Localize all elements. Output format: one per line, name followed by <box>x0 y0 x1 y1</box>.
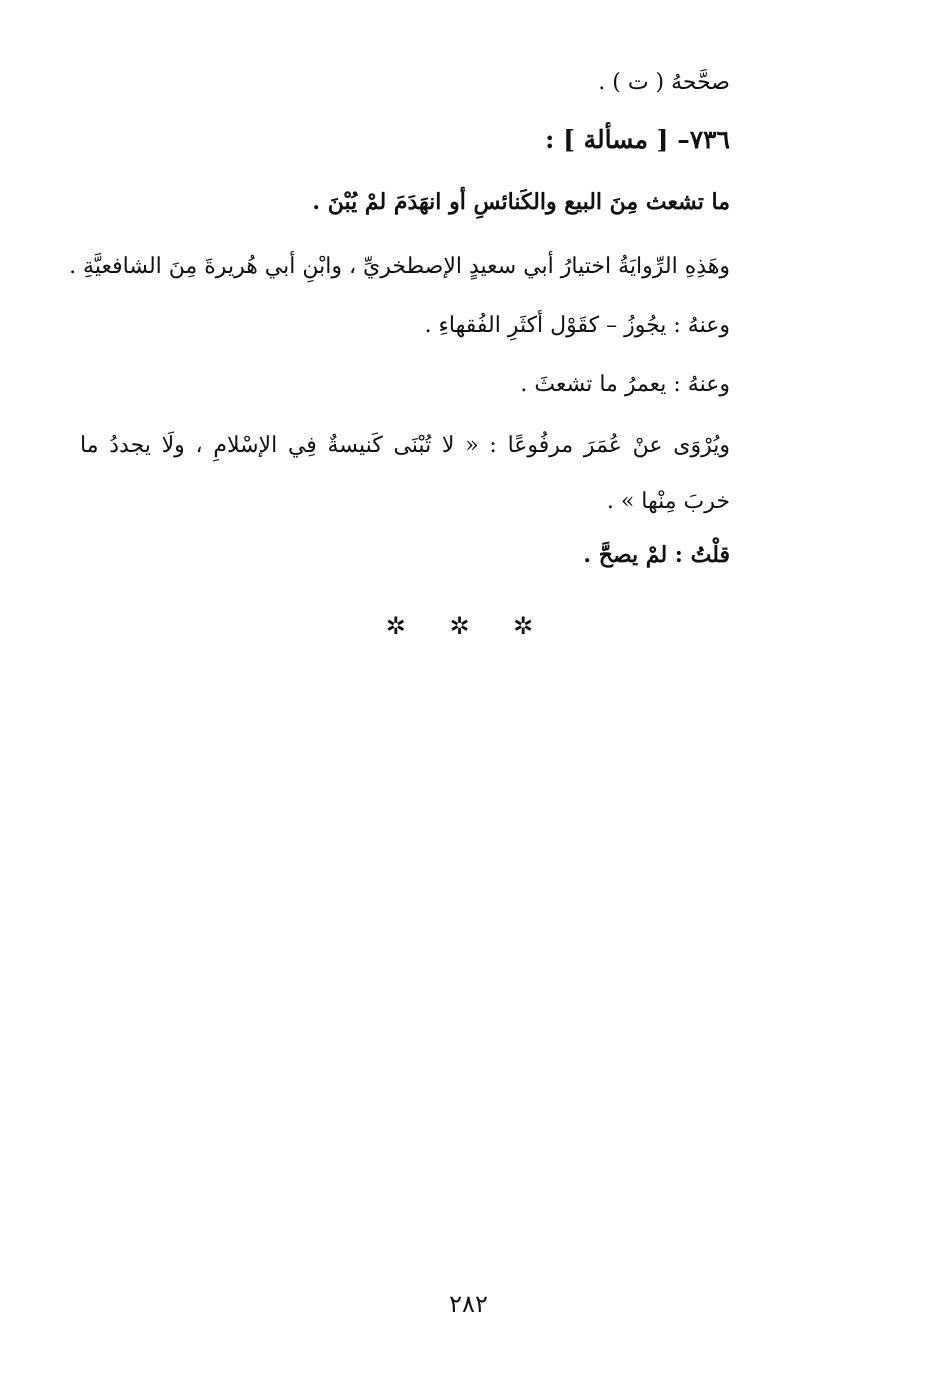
issue-statement: ما تشعث مِنَ البيع والكَنائسِ أو انهَدَمَ لمْ يُبْنَ . <box>312 189 730 215</box>
text-line-5: وعنهُ : يجُوزُ – كقَوْل أكثَرِ الفُقهاءِ . <box>424 313 730 338</box>
hadith-paragraph: ويُرْوَى عنْ عُمَرَ مرفُوعًا : « لا تُبْنَى كَنيسةٌ فِي الإسْلامِ ، ولَا يجددُ ما خربَ مِنْها » . <box>80 433 730 514</box>
text-line-6: وعنهُ : يعمرُ ما تشعثَ . <box>520 372 730 397</box>
author-comment: قلْتُ : لمْ يصحَّ . <box>583 542 730 568</box>
issue-heading: ٧٣٦– [ مسألة ] : <box>545 125 730 154</box>
page-number: ٢٨٢ <box>449 1290 488 1318</box>
section-separator: ✲ ✲ ✲ <box>385 612 552 640</box>
text-line-4: وهَذِهِ الرِّوايَةُ اختيارُ أبي سعيدٍ الإصطخريِّ ، وابْنِ أبي هُريرةَ مِنَ الشافعيَّةِ . <box>69 254 730 279</box>
text-line-1: صحَّحهُ ( ت ) . <box>598 70 730 95</box>
